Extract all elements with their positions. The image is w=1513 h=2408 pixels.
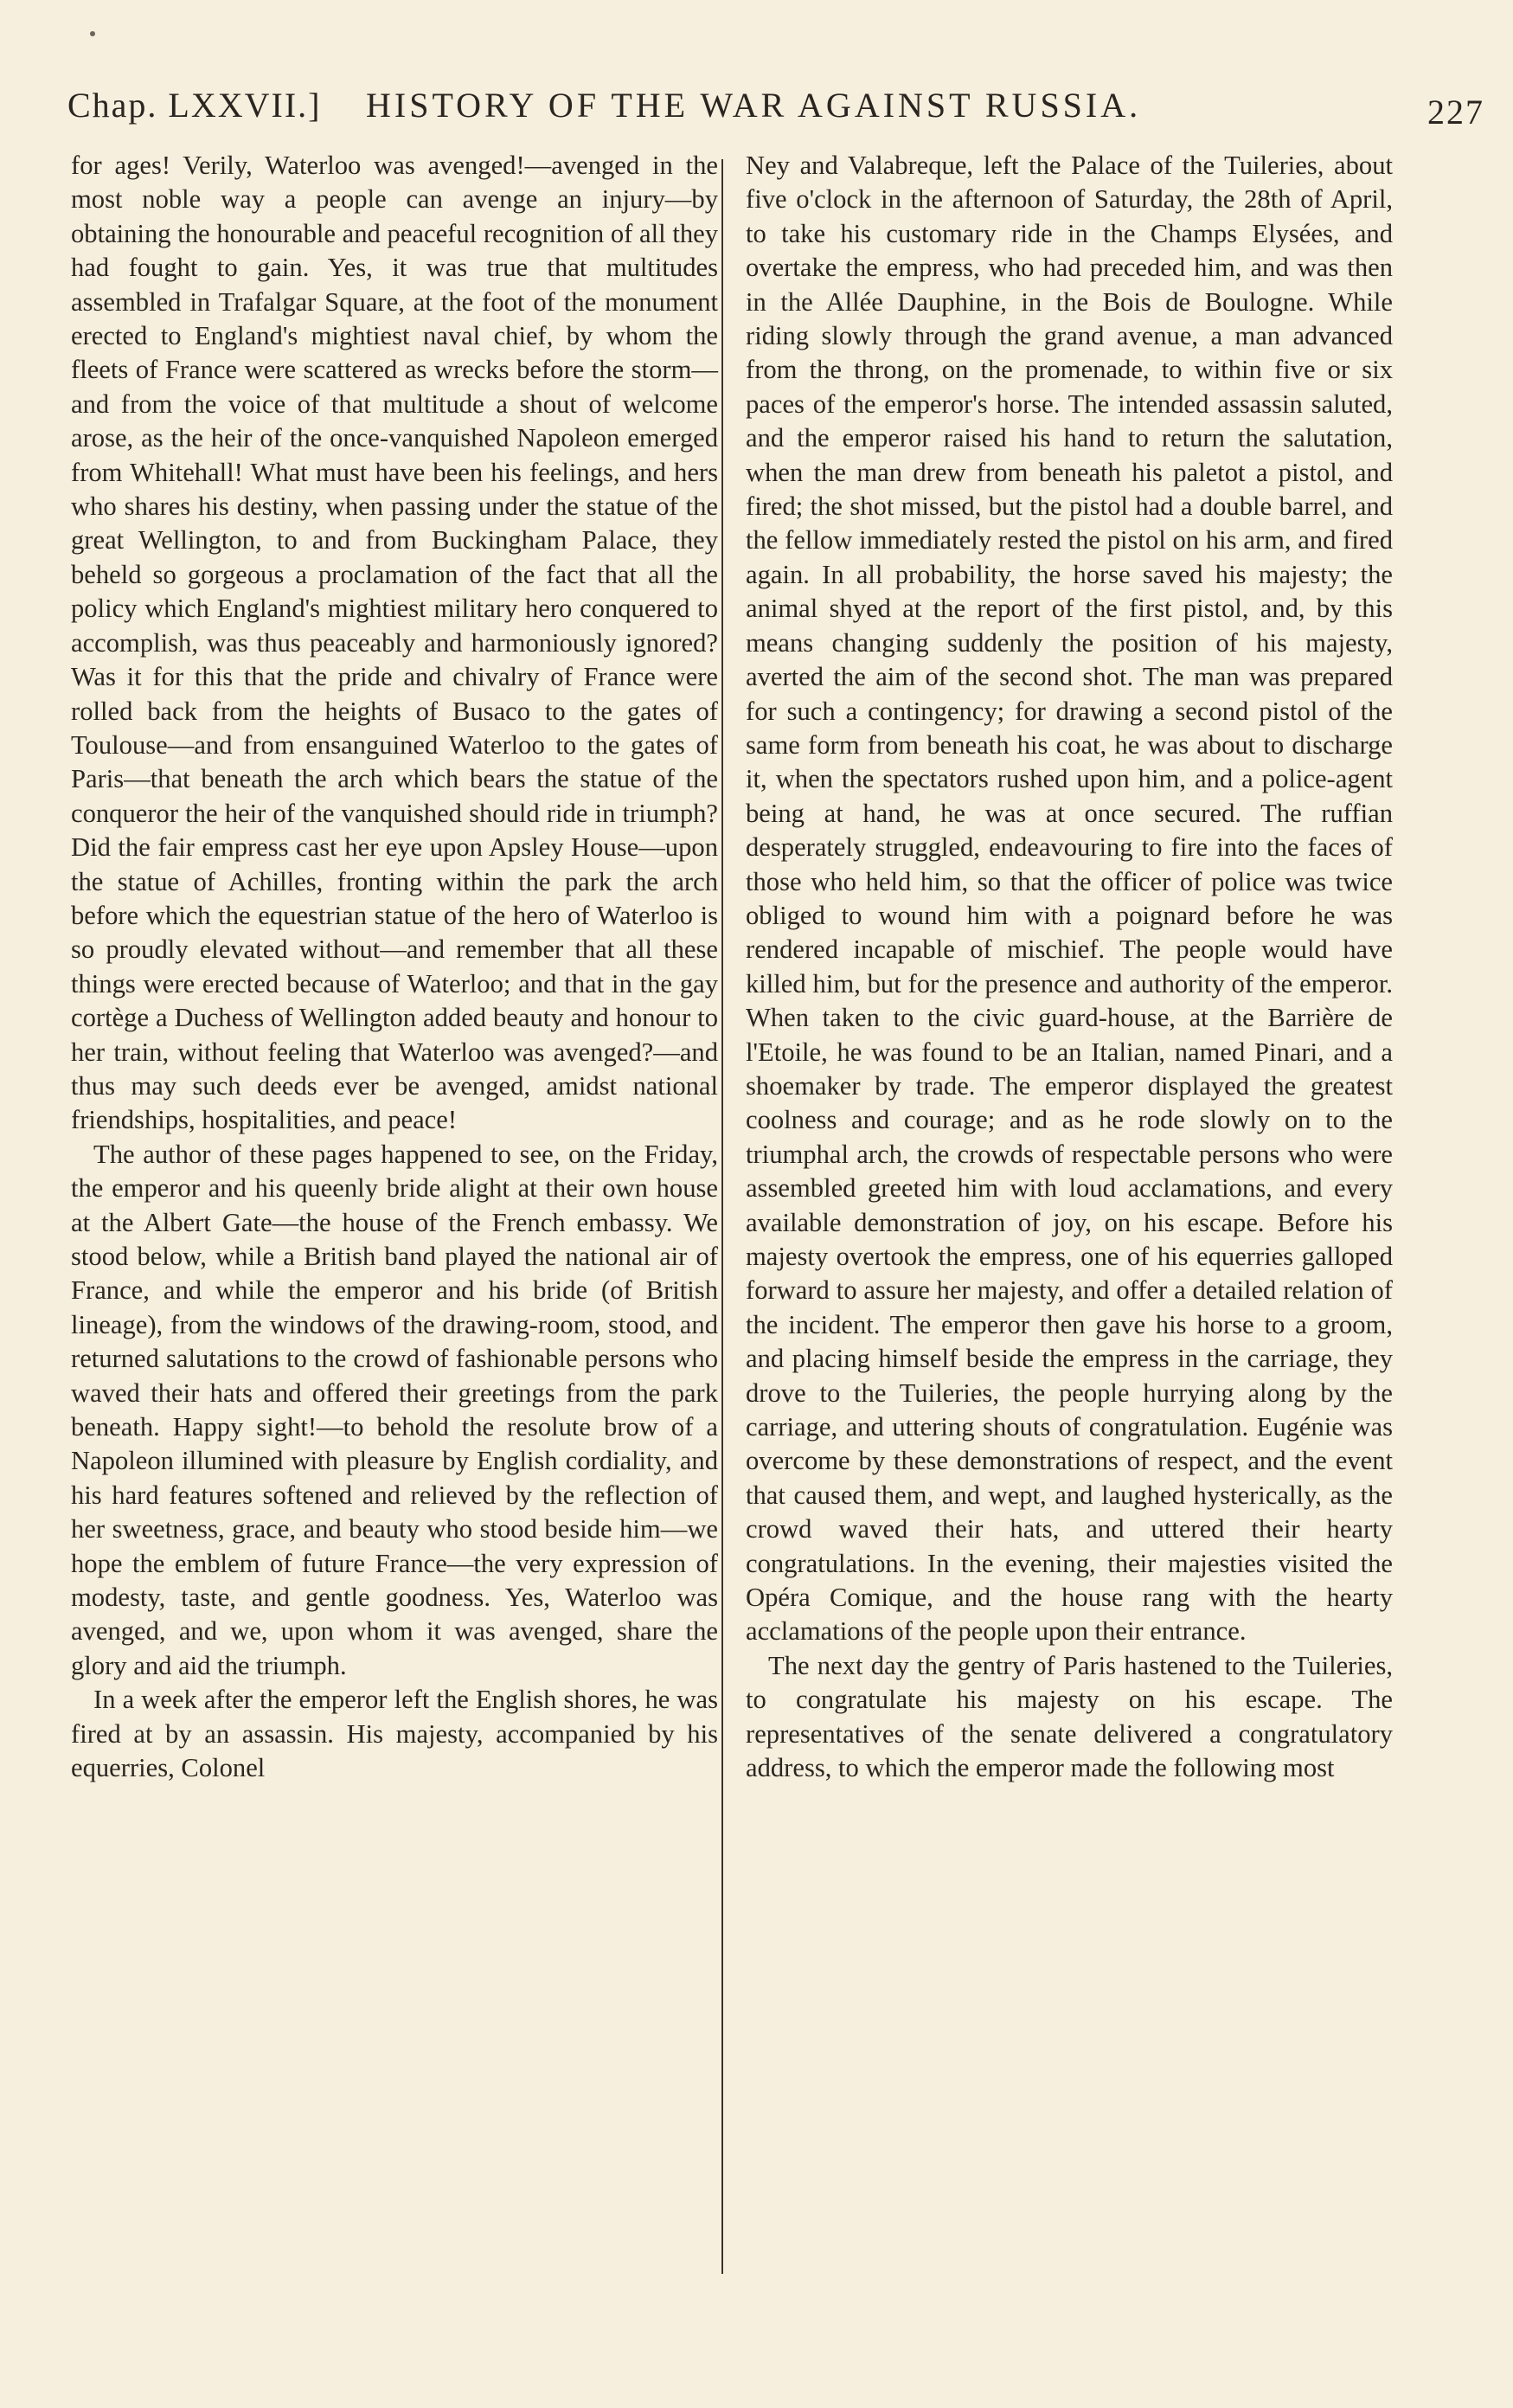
left-paragraph-2: The author of these pages happened to see, on the Friday, the emperor and his queenly bride alight at their own house at the Albert Gate—the house of the French embassy. We stood below, while a British band played the national air of France, and while the emperor and his bride (of British lineage), from the windows of the drawing-room, stood, and returned salutations to the crowd of fashionable persons who waved their hats and offered their greetings from the park beneath. Happy sight!—to behold the resolute brow of a Napoleon illumined with pleasure by English cordiality, and his hard features softened and relieved by the reflection of her sweetness, grace, and beauty who stood beside him—we hope the emblem of future France—the very expression of modesty, taste, and gentle goodness. Yes, Waterloo was avenged, and we, upon whom it was avenged, share the glory and aid the triumph. xyxy=(71,1139,718,1680)
chapter-reference: Chap. LXXVII.] xyxy=(67,86,322,125)
right-paragraph-1: Ney and Valabreque, left the Palace of the Tuileries, about five o'clock in the afternoon of Saturday, the 28th of April, to take his customary ride in the Champs Elysées, and overtake the empress, who had preceded him, and was then in the Allée Dauphine, in the Bois de Boulogne. While riding slowly through the grand avenue, a man advanced from the throng, on the promenade, to within five or six paces of the emperor's horse. The intended assassin saluted, and the emperor raised his hand to return the salutation, when the man drew from beneath his paletot a pistol, and fired; the shot missed, but the pistol had a double barrel, and the fellow immediately rested the pistol on his arm, and fired again. In all probability, the horse saved his majesty; the animal shyed at the report of the first pistol, and, by this means changing suddenly the position of his majesty, averted the aim of the second shot. The man was prepared for such a contingency; for drawing a second pistol of the same form from beneath his coat, he was about to discharge it, when the spectators rushed upon him, and a police-agent being at hand, he was at once secured. The ruffian desperately struggled, endeavouring to fire into the faces of those who held him, so that the officer of police was twice obliged to wound him with a poignard before he was rendered incapable of mischief. The people would have killed him, but for the presence and authority of the emperor. When taken to the civic guard-house, at the Barrière de l'Etoile, he was found to be an Italian, named Pinari, and a shoemaker by trade. The emperor displayed the greatest coolness and courage; and as he rode slowly on to the triumphal arch, the crowds of respectable persons who were assembled greeted him with loud acclamations, and every available demonstration of joy, on his escape. Before his majesty overtook the empress, one of his equerries galloped forward to assure her majesty, and offer a detailed relation of the incident. The emperor then gave his horse to a groom, and placing himself beside the empress in the carriage, they drove to the Tuileries, the people hurrying along by the carriage, and uttering shouts of congratulation. Eugénie was overcome by these demonstrations of respect, and the event that caused them, and wept, and laughed hysterically, as the crowd waved their hats, and uttered their hearty congratulations. In the evening, their majesties visited the Opéra Comique, and the house rang with the hearty acclamations of the people upon their entrance. xyxy=(746,151,1393,1647)
left-column xyxy=(71,149,718,1786)
ink-speck xyxy=(90,31,95,36)
column-divider xyxy=(721,159,723,2274)
left-paragraph-3: In a week after the emperor left the English shores, he was fired at by an assassin. His majesty, accompanied by his equerries, Colonel xyxy=(71,1685,718,1783)
running-title: HISTORY OF THE WAR AGAINST RUSSIA. xyxy=(366,86,1142,125)
running-header xyxy=(67,80,1484,140)
page-number: 227 xyxy=(1427,93,1484,132)
right-column xyxy=(746,149,1393,1786)
right-paragraph-2: The next day the gentry of Paris hastened to the Tuileries, to congratulate his majesty on his escape. The representatives of the senate delivered a congratulatory address, to which the emperor made the following most xyxy=(746,1650,1393,1783)
left-paragraph-1: for ages! Verily, Waterloo was avenged!—avenged in the most noble way a people can avenge an injury—by obtaining the honourable and peaceful recognition of all they had fought to gain. Yes, it was true that multitudes assembled in Trafalgar Square, at the foot of the monument erected to England's mightiest naval chief, by whom the fleets of France were scattered as wrecks before the storm—and from the voice of that multitude a shout of welcome arose, as the heir of the once-vanquished Napoleon emerged from Whitehall! What must have been his feelings, and hers who shares his destiny, when passing under the statue of the great Wellington, to and from Buckingham Palace, they beheld so gorgeous a proclamation of the fact that all the policy which England's mightiest military hero conquered to accomplish, was thus peaceably and harmoniously ignored? Was it for this that the pride and chivalry of France were rolled back from the heights of Busaco to the gates of Toulouse—and from ensanguined Waterloo to the gates of Paris—that beneath the arch which bears the statue of the conqueror the heir of the vanquished should ride in triumph? Did the fair empress cast her eye upon Apsley House—upon the statue of Achilles, fronting within the park the arch before which the equestrian statue of the hero of Waterloo is so proudly elevated without—and remember that all these things were erected because of Waterloo; and that in the gay cortège a Duchess of Wellington added beauty and honour to her train, without feeling that Waterloo was avenged?—and thus may such deeds ever be avenged, amidst national friendships, hospitalities, and peace! xyxy=(71,151,718,1135)
